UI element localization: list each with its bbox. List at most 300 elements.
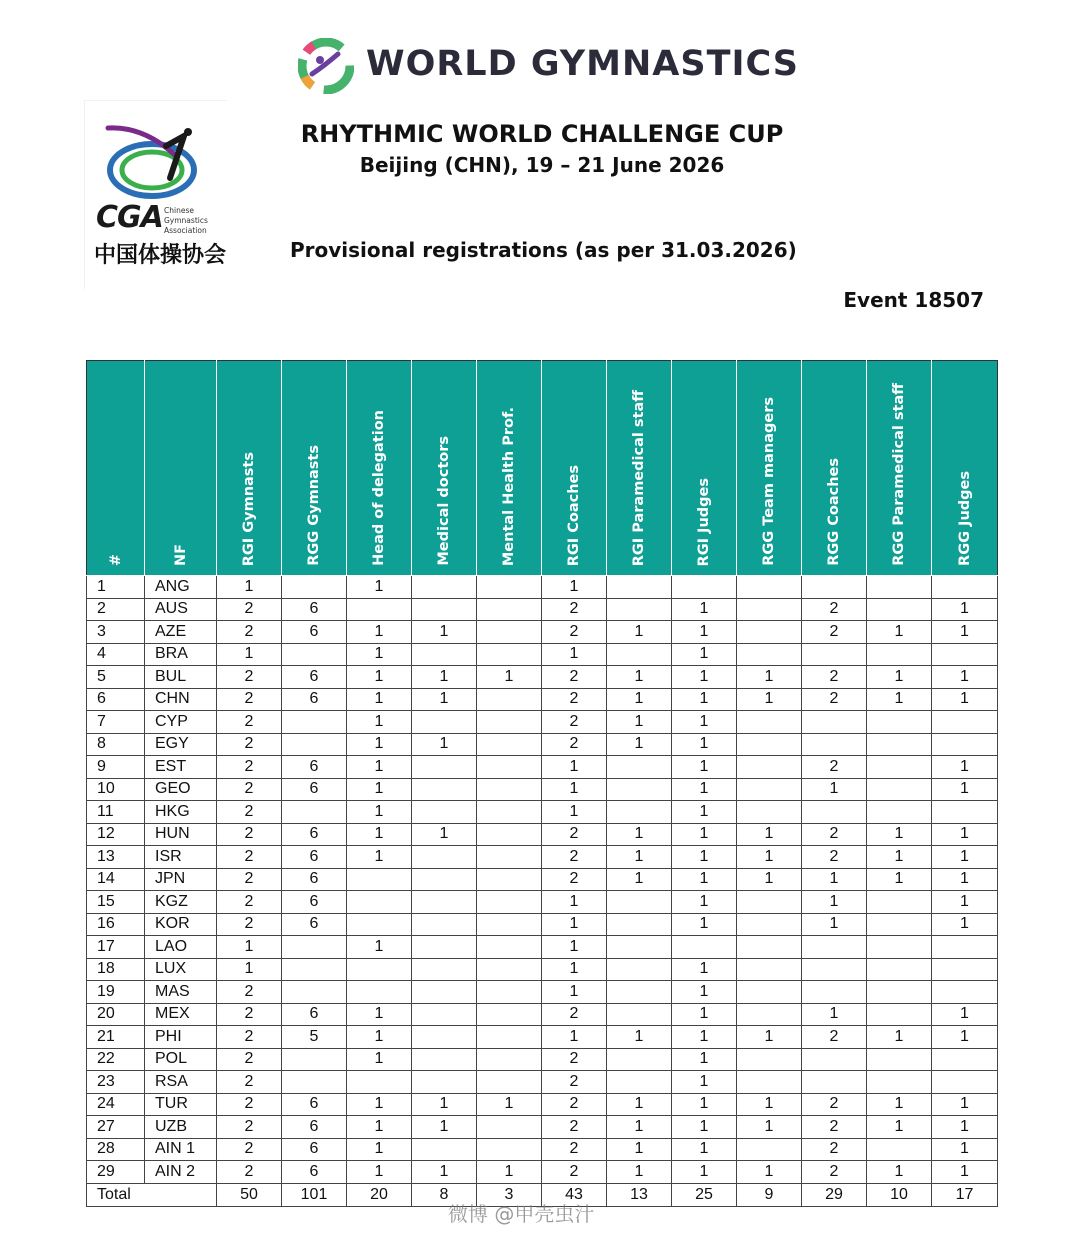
table-cell [282,981,347,1004]
table-cell: 1 [542,1026,607,1049]
total-cell: 3 [477,1183,542,1206]
table-cell [477,688,542,711]
table-cell: 1 [867,621,932,644]
table-cell: 2 [217,621,282,644]
table-cell [867,958,932,981]
table-cell: 2 [217,801,282,824]
table-cell [867,778,932,801]
table-cell: 2 [217,1116,282,1139]
table-cell [737,801,802,824]
row-number: 14 [87,868,145,891]
row-number: 29 [87,1161,145,1184]
column-header [672,361,737,576]
table-cell [412,1048,477,1071]
table-cell: 2 [542,1003,607,1026]
table-cell [477,756,542,779]
table-cell: 1 [672,1161,737,1184]
table-row [87,643,998,666]
table-row [87,1116,998,1139]
table-cell [282,936,347,959]
total-cell: 13 [607,1183,672,1206]
table-cell [412,756,477,779]
table-cell [347,891,412,914]
table-row [87,981,998,1004]
table-cell [737,1003,802,1026]
total-cell: 50 [217,1183,282,1206]
table-cell: 2 [217,1026,282,1049]
table-cell: 1 [607,868,672,891]
cga-subtext: Chinese Gymnastics Association [164,206,208,235]
table-cell [607,958,672,981]
table-cell [282,576,347,599]
table-cell: 1 [932,846,998,869]
table-cell: 1 [347,1026,412,1049]
table-cell: 6 [282,1161,347,1184]
table-cell [867,756,932,779]
table-cell: 1 [347,576,412,599]
nf-code: AUS [145,598,217,621]
table-cell [477,621,542,644]
table-row [87,576,998,599]
column-header [282,361,347,576]
table-row [87,913,998,936]
nf-code: AIN 2 [145,1161,217,1184]
table-cell: 1 [672,1026,737,1049]
table-cell: 2 [217,891,282,914]
table-cell: 1 [412,823,477,846]
table-row [87,958,998,981]
table-cell: 1 [607,1093,672,1116]
total-cell: 29 [802,1183,867,1206]
table-cell: 1 [672,778,737,801]
table-cell: 1 [672,1071,737,1094]
table-cell: 1 [672,711,737,734]
table-cell: 2 [217,1138,282,1161]
nf-code: JPN [145,868,217,891]
table-cell [477,1048,542,1071]
row-number: 21 [87,1026,145,1049]
row-number: 23 [87,1071,145,1094]
table-cell [867,1003,932,1026]
column-header-label: NF [172,543,189,566]
table-cell: 1 [347,1093,412,1116]
nf-code: EGY [145,733,217,756]
table-cell: 1 [802,913,867,936]
column-header [802,361,867,576]
table-cell [347,913,412,936]
table-cell [477,936,542,959]
column-header [217,361,282,576]
table-cell: 2 [217,823,282,846]
provisional-heading: Provisional registrations (as per 31.03.2026) [290,238,797,262]
table-cell [867,913,932,936]
column-header [145,361,217,576]
column-header-label: RGG Coaches [826,458,842,566]
table-cell: 2 [217,711,282,734]
table-cell: 1 [932,891,998,914]
table-row [87,936,998,959]
table-cell: 2 [542,1116,607,1139]
table-cell [802,801,867,824]
table-cell: 1 [672,823,737,846]
table-cell: 1 [867,688,932,711]
table-cell [867,711,932,734]
table-cell: 1 [932,868,998,891]
nf-code: MEX [145,1003,217,1026]
table-row [87,666,998,689]
table-cell [347,868,412,891]
row-number: 8 [87,733,145,756]
table-cell: 5 [282,1026,347,1049]
table-cell: 2 [542,1093,607,1116]
table-cell: 1 [867,1161,932,1184]
table-cell: 1 [347,801,412,824]
row-number: 5 [87,666,145,689]
table-cell [737,576,802,599]
table-cell: 1 [672,666,737,689]
table-cell: 1 [737,1026,802,1049]
table-cell [412,643,477,666]
column-header-label: RGI Gymnasts [241,451,257,566]
table-cell: 1 [607,846,672,869]
column-header [932,361,998,576]
table-cell [477,576,542,599]
table-cell: 1 [672,688,737,711]
table-cell [737,958,802,981]
table-cell [477,981,542,1004]
table-row [87,1026,998,1049]
row-number: 11 [87,801,145,824]
table-row [87,801,998,824]
nf-code: ISR [145,846,217,869]
table-cell [347,981,412,1004]
table-cell: 2 [802,846,867,869]
table-cell [607,1071,672,1094]
nf-code: UZB [145,1116,217,1139]
table-cell: 1 [932,913,998,936]
table-cell [867,801,932,824]
table-cell: 1 [217,958,282,981]
table-cell [737,756,802,779]
table-cell: 1 [737,846,802,869]
table-cell: 1 [542,891,607,914]
nf-code: CHN [145,688,217,711]
table-cell [867,576,932,599]
cga-chinese-name: 中国体操协会 [94,242,227,268]
column-header [542,361,607,576]
table-cell: 1 [347,778,412,801]
row-number: 28 [87,1138,145,1161]
weibo-watermark: 微博 @甲壳虫汁 [448,1202,595,1226]
table-cell: 2 [542,868,607,891]
table-cell: 1 [737,1116,802,1139]
table-cell: 1 [542,576,607,599]
table-cell [867,1071,932,1094]
table-cell [477,1003,542,1026]
table-cell [737,981,802,1004]
total-label: Total [87,1183,217,1206]
table-cell: 1 [542,778,607,801]
table-cell: 2 [217,1048,282,1071]
table-cell: 1 [672,1116,737,1139]
table-row [87,823,998,846]
table-cell: 1 [347,846,412,869]
table-cell [737,1138,802,1161]
table-cell: 1 [607,621,672,644]
table-cell [932,1071,998,1094]
table-cell [607,643,672,666]
row-number: 9 [87,756,145,779]
table-cell [282,1048,347,1071]
table-cell [412,958,477,981]
table-cell: 1 [412,666,477,689]
table-cell: 6 [282,1138,347,1161]
world-gymnastics-wordmark: WORLD GYMNASTICS [366,44,800,84]
column-header [347,361,412,576]
table-cell: 1 [347,666,412,689]
table-cell: 2 [542,823,607,846]
table-cell [282,801,347,824]
table-cell [412,576,477,599]
table-cell: 1 [932,756,998,779]
table-cell [477,643,542,666]
table-cell [607,778,672,801]
table-cell [867,598,932,621]
table-cell: 1 [347,823,412,846]
table-cell: 1 [542,981,607,1004]
table-cell: 2 [802,1138,867,1161]
table-cell [737,891,802,914]
table-cell: 1 [347,643,412,666]
column-header-label: RGG Paramedical staff [891,383,907,566]
table-row [87,1138,998,1161]
row-number: 2 [87,598,145,621]
table-cell: 6 [282,1093,347,1116]
row-number: 22 [87,1048,145,1071]
table-cell: 1 [932,621,998,644]
table-cell: 1 [347,1116,412,1139]
table-cell [412,711,477,734]
table-cell [802,1071,867,1094]
table-cell: 1 [932,823,998,846]
column-header-label: Head of delegation [371,410,387,566]
table-cell: 6 [282,688,347,711]
table-cell: 2 [542,711,607,734]
table-cell: 1 [737,868,802,891]
table-cell [607,756,672,779]
table-cell: 6 [282,756,347,779]
table-cell: 1 [737,1161,802,1184]
row-number: 7 [87,711,145,734]
table-cell: 1 [737,666,802,689]
row-number: 3 [87,621,145,644]
table-cell: 6 [282,868,347,891]
nf-code: BRA [145,643,217,666]
row-number: 1 [87,576,145,599]
table-cell: 1 [347,756,412,779]
table-cell [477,778,542,801]
nf-code: AZE [145,621,217,644]
nf-code: ANG [145,576,217,599]
table-row [87,1161,998,1184]
table-cell: 1 [607,1026,672,1049]
nf-code: HUN [145,823,217,846]
table-cell: 1 [347,688,412,711]
column-header [737,361,802,576]
table-cell [412,1003,477,1026]
table-cell [802,958,867,981]
table-cell: 6 [282,778,347,801]
table-cell: 1 [412,688,477,711]
nf-code: KOR [145,913,217,936]
table-cell: 2 [217,733,282,756]
table-cell: 2 [217,1071,282,1094]
column-header [867,361,932,576]
row-number: 16 [87,913,145,936]
table-cell: 2 [217,756,282,779]
table-cell: 1 [607,666,672,689]
row-number: 18 [87,958,145,981]
table-cell [412,913,477,936]
table-cell [477,913,542,936]
table-cell [477,598,542,621]
column-header [412,361,477,576]
table-cell: 2 [542,846,607,869]
table-cell: 1 [737,1093,802,1116]
column-header [87,361,145,576]
total-cell: 9 [737,1183,802,1206]
table-cell [802,1048,867,1071]
table-cell: 1 [867,823,932,846]
table-cell [737,1048,802,1071]
table-cell: 2 [542,666,607,689]
table-cell [477,1026,542,1049]
table-cell: 2 [217,778,282,801]
row-number: 15 [87,891,145,914]
table-cell: 2 [217,1003,282,1026]
table-cell: 2 [802,1161,867,1184]
table-cell: 1 [672,913,737,936]
table-cell: 2 [217,688,282,711]
table-cell: 1 [477,666,542,689]
table-cell: 1 [542,801,607,824]
row-number: 4 [87,643,145,666]
table-row [87,1071,998,1094]
table-cell [477,823,542,846]
table-cell: 1 [867,1026,932,1049]
table-cell: 2 [542,621,607,644]
total-cell: 43 [542,1183,607,1206]
table-cell: 1 [867,666,932,689]
table-cell: 1 [217,576,282,599]
nf-code: EST [145,756,217,779]
table-cell [932,711,998,734]
row-number: 10 [87,778,145,801]
table-cell: 1 [672,1093,737,1116]
table-cell [477,868,542,891]
table-cell [802,733,867,756]
table-cell: 1 [347,936,412,959]
table-cell [867,891,932,914]
table-cell [867,936,932,959]
nf-code: KGZ [145,891,217,914]
table-cell [412,1026,477,1049]
table-cell [477,711,542,734]
cga-emblem-icon [104,122,200,200]
table-cell: 2 [217,1093,282,1116]
table-cell: 1 [672,891,737,914]
table-cell: 2 [542,598,607,621]
table-cell: 2 [802,666,867,689]
table-cell [607,913,672,936]
table-cell [477,1071,542,1094]
table-cell: 2 [217,846,282,869]
table-cell [607,1003,672,1026]
table-cell: 1 [607,688,672,711]
column-header-label: Mental Health Prof. [501,406,517,566]
nf-code: LUX [145,958,217,981]
table-row [87,846,998,869]
table-cell: 6 [282,1116,347,1139]
table-cell: 1 [867,868,932,891]
nf-code: RSA [145,1071,217,1094]
table-cell [412,868,477,891]
nf-code: PHI [145,1026,217,1049]
table-cell [737,733,802,756]
total-cell: 10 [867,1183,932,1206]
table-cell [607,1048,672,1071]
event-title: RHYTHMIC WORLD CHALLENGE CUP [300,120,784,148]
nf-code: POL [145,1048,217,1071]
table-cell: 1 [477,1161,542,1184]
total-cell: 20 [347,1183,412,1206]
table-cell: 1 [932,778,998,801]
table-cell: 6 [282,891,347,914]
table-cell: 1 [217,643,282,666]
table-cell [932,1048,998,1071]
table-body [87,576,998,1207]
column-header [607,361,672,576]
table-cell [737,1071,802,1094]
column-header-label: RGG Gymnasts [306,445,322,566]
table-row [87,1003,998,1026]
table-cell: 1 [347,1048,412,1071]
nf-code: CYP [145,711,217,734]
table-cell: 2 [542,733,607,756]
column-header [477,361,542,576]
table-cell: 1 [672,958,737,981]
table-cell [737,778,802,801]
table-cell: 1 [932,598,998,621]
column-header-label: Medical doctors [436,436,452,566]
table-cell: 1 [542,913,607,936]
table-cell: 1 [607,1116,672,1139]
table-cell: 6 [282,666,347,689]
nf-code: AIN 1 [145,1138,217,1161]
total-cell: 101 [282,1183,347,1206]
table-cell: 1 [672,801,737,824]
nf-code: MAS [145,981,217,1004]
table-cell [412,846,477,869]
table-cell: 2 [802,621,867,644]
table-cell [477,958,542,981]
table-cell: 1 [867,1116,932,1139]
table-cell: 1 [672,1138,737,1161]
event-location-dates: Beijing (CHN), 19 – 21 June 2026 [359,153,725,177]
table-cell [412,1071,477,1094]
column-header-label: RGI Paramedical staff [631,389,647,566]
nf-code: GEO [145,778,217,801]
